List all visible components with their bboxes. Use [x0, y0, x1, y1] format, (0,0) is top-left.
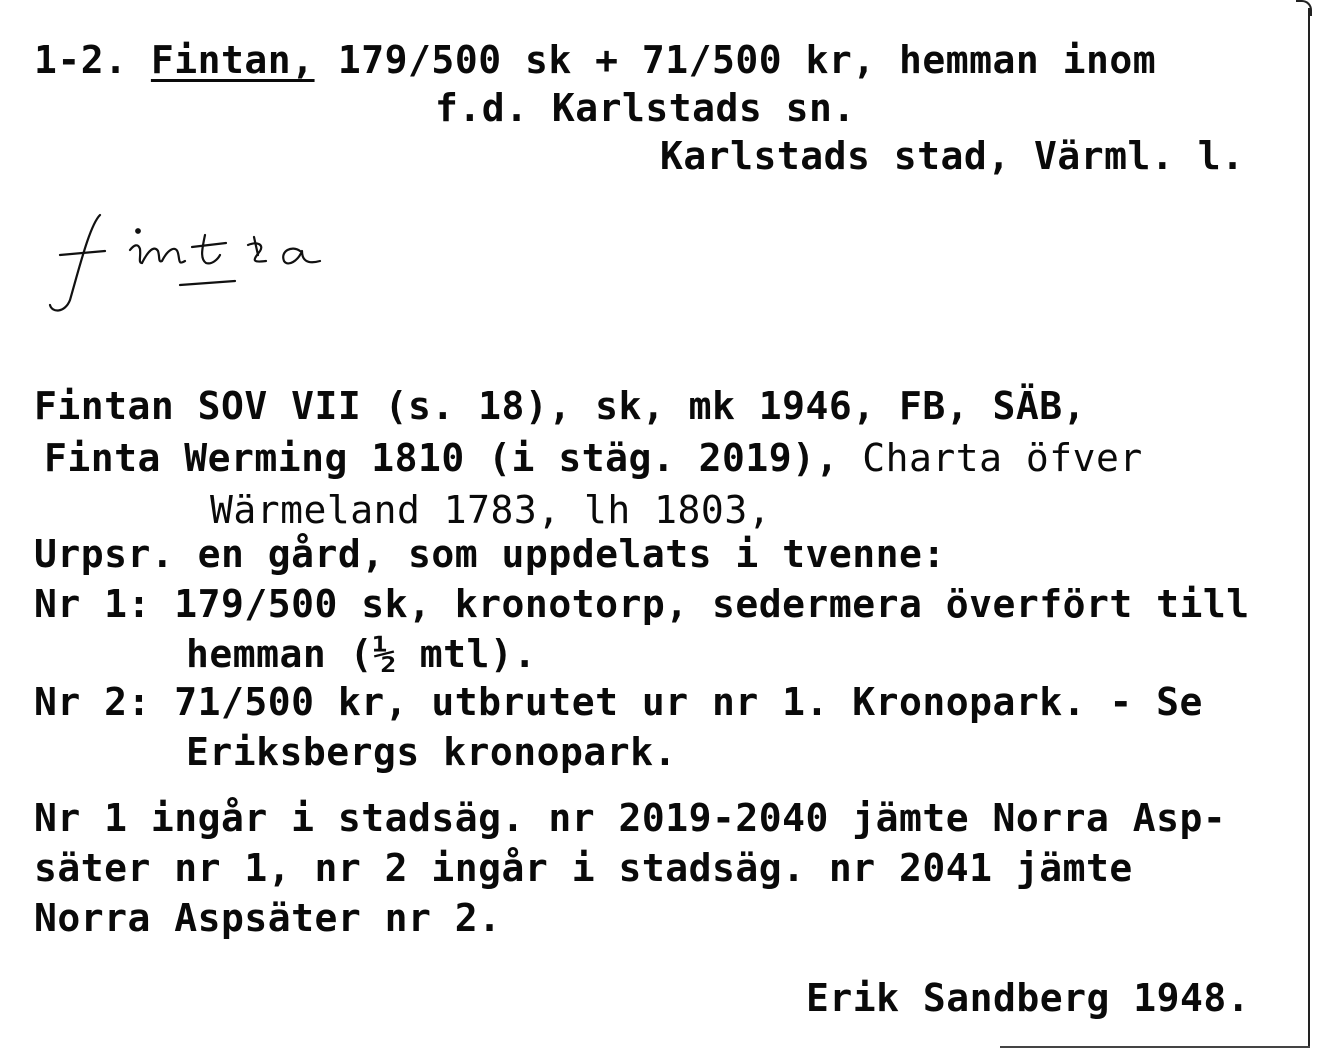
header-line-1 — [34, 38, 1156, 82]
author-signature: Erik Sandberg 1948. — [806, 976, 1251, 1020]
body-line-2-bold: Finta Werming 1810 (i stäg. 2019), — [44, 436, 839, 480]
body-line-11: Norra Aspsäter nr 2. — [34, 896, 502, 940]
header-line-1-rest: 179/500 sk + 71/500 kr, hemman inom — [314, 38, 1157, 82]
header-line-3: Karlstads stad, Värml. l. — [660, 134, 1245, 178]
body-line-10: säter nr 1, nr 2 ingår i stadsäg. nr 2041 jämte — [34, 846, 1133, 890]
body-line-1: Fintan SOV VII (s. 18), sk, mk 1946, FB, SÄB, — [34, 384, 1087, 428]
place-name: Fintan, — [150, 38, 315, 82]
card-edge-right — [1308, 8, 1310, 1048]
body-line-6: hemman (½ mtl). — [186, 632, 537, 676]
card-edge-bottom — [1000, 1046, 1310, 1048]
body-line-7: Nr 2: 71/500 kr, utbrutet ur nr 1. Kronopark. - Se — [34, 680, 1203, 724]
header-line-2: f.d. Karlstads sn. — [435, 86, 856, 130]
body-line-5: Nr 1: 179/500 sk, kronotorp, sedermera överfört till — [34, 582, 1250, 626]
header-number: 1-2. — [34, 38, 151, 82]
body-line-4: Urpsr. en gård, som uppdelats i tvenne: — [34, 532, 946, 576]
body-line-8: Eriksbergs kronopark. — [186, 730, 677, 774]
body-line-9: Nr 1 ingår i stadsäg. nr 2019-2040 jämte Norra Asp- — [34, 796, 1227, 840]
handwritten-word-icon — [30, 205, 370, 325]
body-line-3: Wärmeland 1783, lh 1803, — [210, 488, 772, 532]
body-line-2-light: Charta öfver — [838, 436, 1143, 480]
body-line-2 — [44, 436, 1143, 480]
